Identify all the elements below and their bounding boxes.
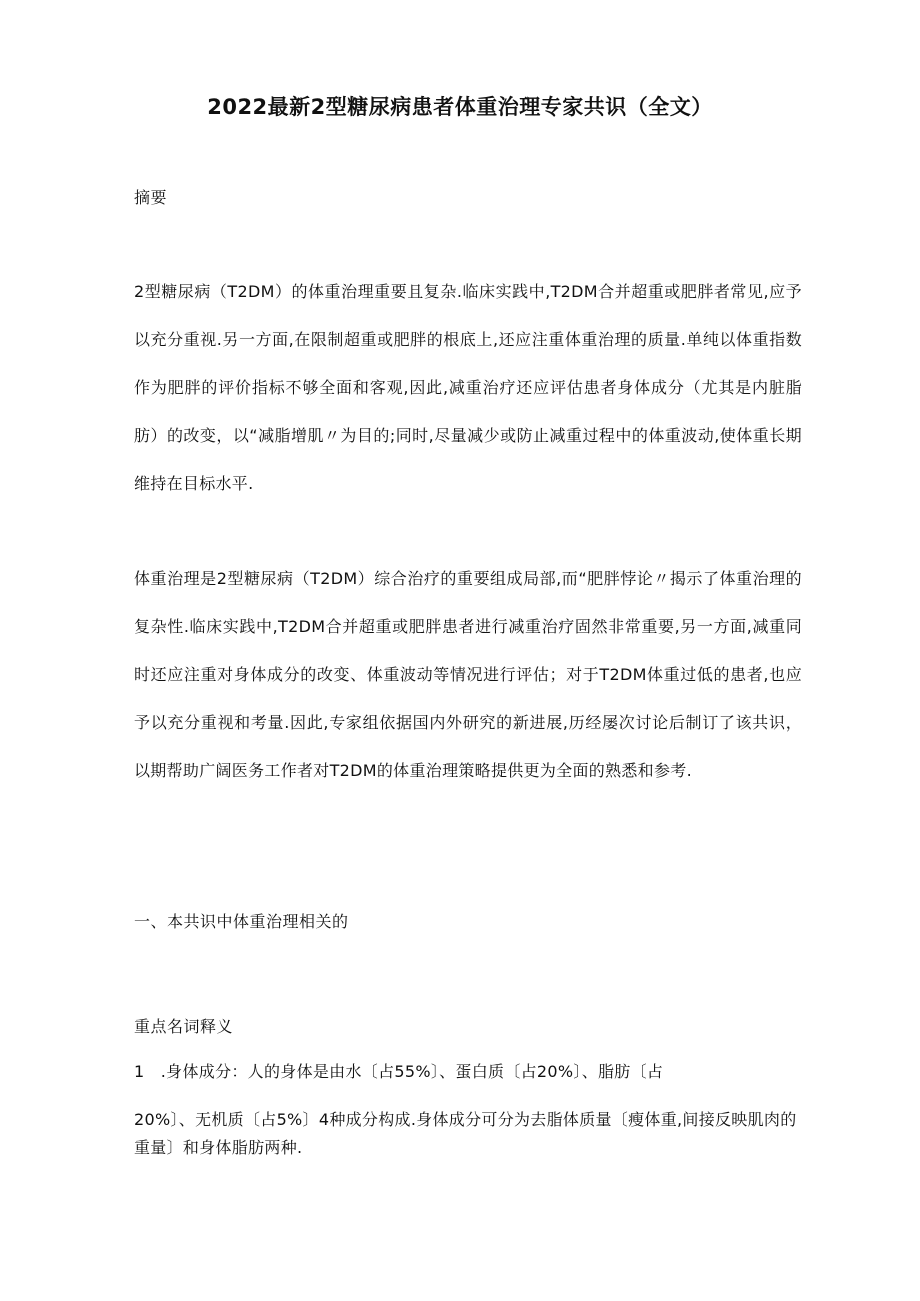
abstract-paragraph: 2型糖尿病（T2DM）的体重治理重要且复杂.临床实践中,T2DM合并超重或肥胖者常见,应予以充分重视.另一方面,在限制超重或肥胖的根底上,还应注重体重治理的质量.单纯以体重指数作为肥胖的评价指标不够全面和客观,因此,减重治疗还应评估患者身体成分（尤其是内脏脂肪）的改变，以“减脂增肌〃为目的;同时,尽量减少或防止减重过程中的体重波动,使体重长期维持在目标水平. [134, 282, 802, 493]
intro-paragraph: 体重治理是2型糖尿病（T2DM）综合治疗的重要组成局部,而“肥胖悖论〃揭示了体重治理的复杂性.临床实践中,T2DM合并超重或肥胖患者进行减重治疗固然非常重要,另一方面,减重同时还应注重对身体成分的改变、体重波动等情况进行评估；对于T2DM体重过低的患者,也应予以充分重视和考量.因此,专家组依据国内外研究的新进展,历经屡次讨论后制订了该共识，以期帮助广阔医务工作者对T2DM的体重治理策略提供更为全面的熟悉和参考. [134, 569, 802, 780]
definition-1-line-1: 1 .身体成分：人的身体是由水〔占55%〕、蛋白质〔占20%〕、脂肪〔占 [134, 1062, 664, 1081]
section-1-heading: 一、本共识中体重治理相关的 [134, 912, 349, 931]
definition-1-body: 20%〕、无机质〔占5%〕4种成分构成.身体成分可分为去脂体质量〔瘦体重,间接反映肌肉的重量〕和身体脂肪两种. [134, 1110, 797, 1157]
document-title: 2022最新2型糖尿病患者体重治理专家共识（全文） [207, 95, 713, 119]
abstract-heading: 摘要 [134, 188, 168, 207]
section-1-subheading: 重点名词释义 [134, 1017, 234, 1036]
